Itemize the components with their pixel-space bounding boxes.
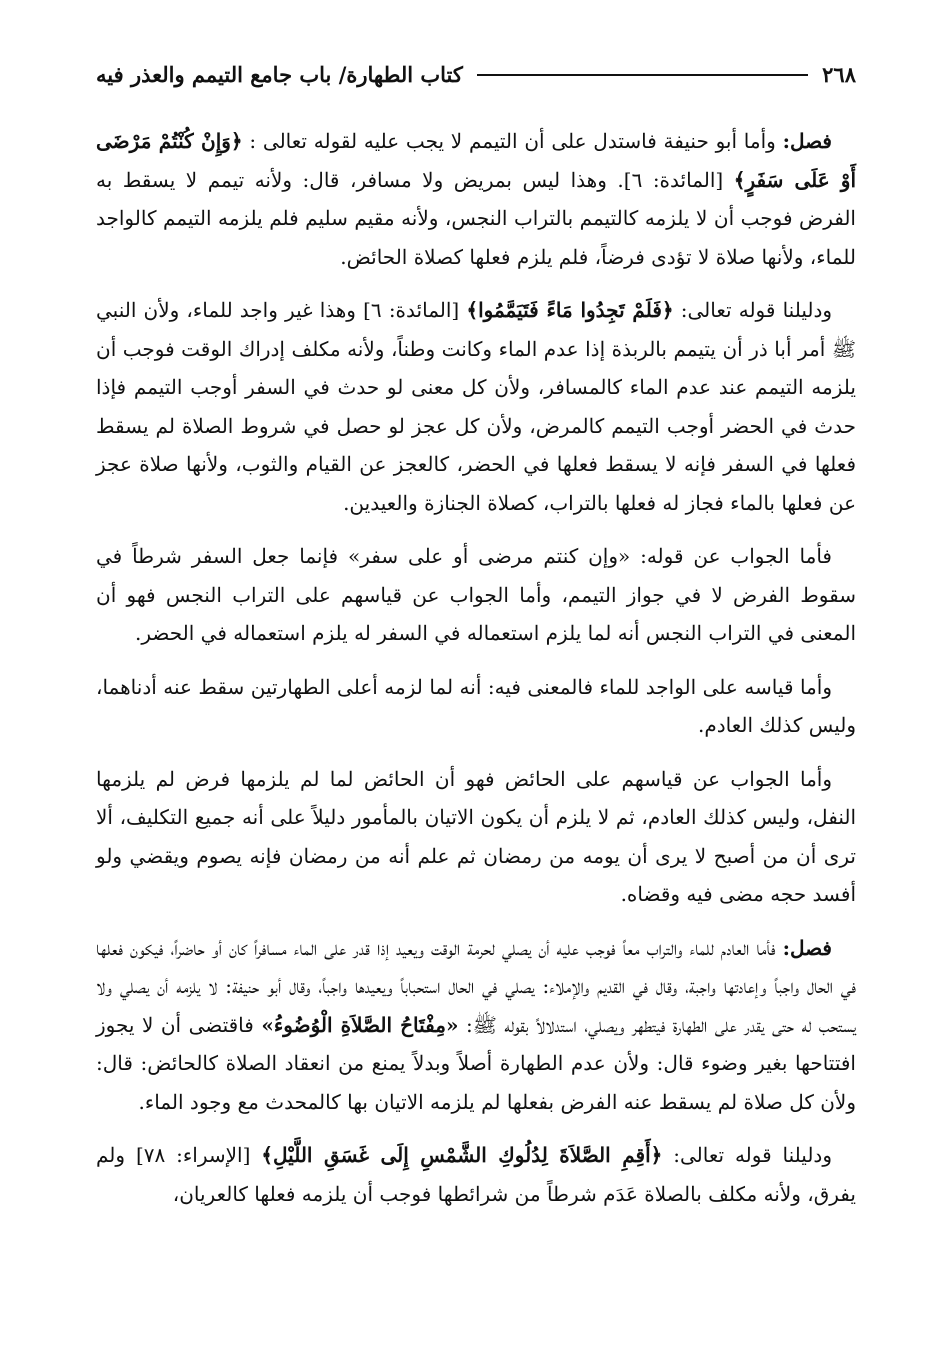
paragraph-text: [الإسراء: ٧٨] ولم يفرق، ولأنه مكلف بالصلاة عَدَم شرطاً من شرائطها فوجب أن يلزمه فعلها كالعريان،: [96, 1143, 856, 1206]
paragraph-text: وأما الجواب عن قياسهم على الحائض فهو أن الحائض لما لم يلزمها فرض لم يلزمها النفل، وليس كذلك العادم، ثم لا يلزم أن يكون الاتيان بالمأمور دليلاً على أنه جميع التكليف، ألا ترى أن من أصبح لا يرى أن يومه من رمضان ثم علم أنه من رمضان فإنه يصوم ويقضي ولو أفسد حجه مضى فيه وقضاه.: [96, 766, 856, 906]
paragraph-text: فأما الجواب عن قوله: «وإن كنتم مرضى أو على سفر» فإنما جعل السفر شرطاً في سقوط الفرض لا في جواز التيمم، وأما الجواب عن قياسهم على التراب النجس فهو أن المعنى في التراب النجس أنه لما يلزم استعماله في السفر له يلزم استعماله في الحضر.: [96, 544, 856, 645]
paragraph-1: [96, 122, 856, 276]
section-label: فصل:: [782, 935, 832, 960]
paragraph-4: [96, 668, 856, 745]
page-number: ٢٦٨: [822, 61, 856, 87]
paragraph-text: [المائدة: ٦]. وهذا ليس بمريض ولا مسافر، قال: ولأنه تيمم لا يسقط به الفرض فوجب أن لا يلزمه كالتيمم بالتراب النجس، ولأنه مقيم سليم فلم يلزمه التيمم كالواجد للماء، ولأنها صلاة لا تؤدى فرضاً، فلم يلزم فعلها كصلاة الحائض.: [96, 167, 856, 269]
page-header: [96, 50, 856, 98]
paragraph-5: [96, 760, 856, 914]
paragraph-text: ودليلنا قوله تعالى:: [673, 1143, 832, 1167]
paragraph-7: [96, 1136, 856, 1213]
quran-verse: ﴿فَلَمْ تَجِدُوا مَاءً فَتَيَمَّمُوا﴾: [466, 298, 674, 322]
paragraph-text: وأما قياسه على الواجد للماء فالمعنى فيه: أنه لما لزمه أعلى الطهارتين سقط عنه أدناهما، وليس كذلك العادم.: [96, 674, 856, 737]
section-label: فصل:: [782, 129, 832, 153]
running-title: كتاب الطهارة/ باب جامع التيمم والعذر فيه: [96, 61, 463, 87]
paragraph-text: وأما أبو حنيفة فاستدل على أن التيمم لا يجب عليه لقوله تعالى :: [249, 129, 776, 153]
paragraph-2: [96, 291, 856, 522]
quran-verse: ﴿أَقِمِ الصَّلاَةَ لِدُلُوكِ الشَّمْسِ إِلَى غَسَقِ اللَّيْلِ﴾: [261, 1143, 663, 1167]
hadith-quote: «مِفْتَاحُ الصَّلاَةِ الْوُضُوءُ»: [261, 1012, 459, 1037]
paragraph-text: فاقتضى أن لا يجوز افتتاحها بغير وضوء قال: ولأن عدم الطهارة أصلاً وبدلاً يمنع من انعقاد الصلاة كالحائض: قال: ولأن كل صلاة لم يسقط عنه الفرض بفعلها لم يلزمه الاتيان بها كالمحدث مع وجود الماء.: [96, 1012, 856, 1114]
header-rule: [477, 74, 808, 76]
paragraph-text: فأما العادم للماء والتراب معاً فوجب عليه أن يصلي لحرمة الوقت ويعيد إذا قدر على الماء مسافراً كان أو حاضراً، فيكون فعلها في الحال واجباً وإعادتها واجبة، وقال في القديم والإملاء: يصلي في الحال استحباباً ويعيدها واجباً، وقال أبو حنيفة: لا يلزمه أن يصلي ولا يستحب له حتى يقدر على الطهارة فيتطهر ويصلي، استدلالاً بقوله ﷺ:: [96, 935, 857, 1037]
paragraph-3: [96, 537, 856, 653]
paragraph-text: [المائدة: ٦] وهذا غير واجد للماء، ولأن النبي ﷺ أمر أبا ذر أن يتيمم بالربذة إذا عدم الماء وكانت وطناً، ولأنه مكلف إدراك الوقت فوجب أن يلزمه التيمم عند عدم الماء كالمسافر، ولأن كل معنى لو حدث في السفر أوجب التيمم فإذا حدث في الحضر أوجب التيمم كالمرض، ولأن كل عجز لو حصل في شروط الصلاة لم يسقط فعلها في السفر فإنه لا يسقط فعلها في الحضر، كالعجز عن القيام والثوب، ولأنها صلاة عجز عن فعلها بالماء فجاز له فعلها بالتراب، كصلاة الجنازة والعيدين.: [96, 298, 856, 515]
page-content: [96, 122, 856, 1213]
book-page: [96, 50, 856, 1350]
paragraph-text: ودليلنا قوله تعالى:: [680, 298, 833, 322]
quran-verse: ﴿وَإِنْ كُنْتُمْ مَرْضَى أَوْ عَلَى سَفَرٍ﴾: [96, 129, 857, 192]
paragraph-6: [96, 929, 856, 1122]
